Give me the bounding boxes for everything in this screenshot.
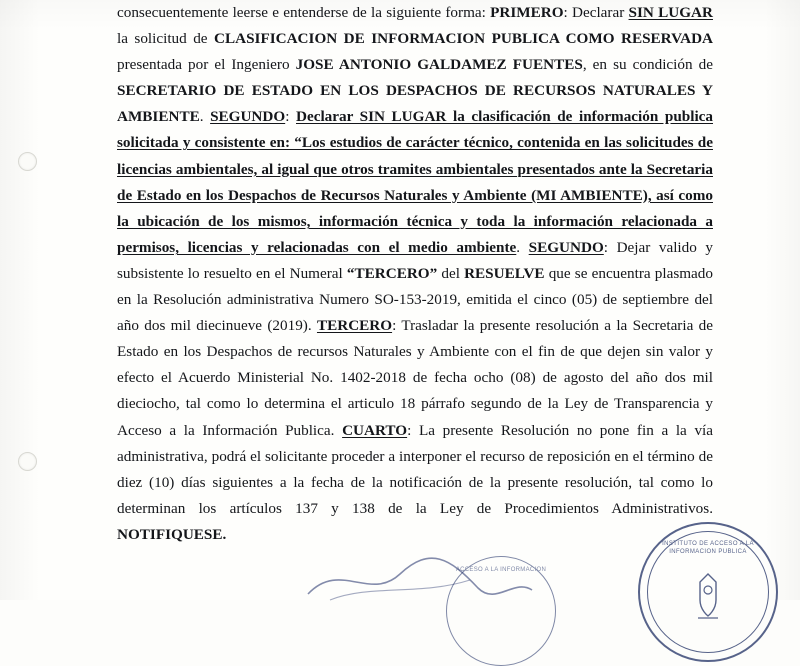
text-run-15: SEGUNDO <box>528 238 604 256</box>
resolution-paragraph <box>117 0 713 548</box>
text-run-5: CLASIFICACION DE INFORMACION PUBLICA COMO RESERVADA <box>214 30 714 48</box>
text-run-0: consecuentemente leerse e entenderse de la siguiente forma: <box>117 4 491 21</box>
text-run-3: SIN LUGAR <box>628 4 713 21</box>
text-run-1: PRIMERO <box>490 4 564 21</box>
text-run-12: : <box>285 108 296 126</box>
text-run-24: : La presente Resolución no pone fin a la vía administrativa, podrá el solicitante proceder a interponer el recurso de reposición en el término de diez (10) días siguientes a la fecha de la notificación de la presente resolución, tal como lo determinan los artículos 137 y 138 de la Ley de Procedimientos Administrativos. <box>117 421 714 517</box>
text-run-23: CUARTO <box>342 421 408 439</box>
text-run-7: JOSE ANTONIO GALDAMEZ FUENTES <box>295 56 583 74</box>
text-run-11: SEGUNDO <box>210 108 286 126</box>
text-run-22: : Trasladar la presente resolución a la Secretaria de Estado en los Despachos de recursos Naturales y Ambiente con el fin de que dejen sin valor y efecto el Acuerdo Ministerial No. 1402-2018 de fecha ocho (08) de agosto del año dos mil dieciocho, tal como lo determina el articulo 18 párrafo segundo de la Ley de Transparencia y Acceso a la Información Publica. <box>117 317 713 439</box>
text-run-4: la solicitud de <box>117 30 215 48</box>
official-seal-stamp <box>638 522 778 662</box>
text-run-6: presentada por el Ingeniero <box>117 56 296 74</box>
text-run-9: SECRETARIO DE ESTADO EN LOS DESPACHOS DE RECURSOS NATURALES Y AMBIENTE <box>117 82 713 126</box>
document-text-body <box>117 0 713 548</box>
hole-punch-icon <box>18 152 37 171</box>
text-run-10: . <box>199 108 211 126</box>
text-run-19: RESUELVE <box>464 264 545 282</box>
text-run-25: NOTIFIQUESE. <box>117 525 227 543</box>
text-run-17: “TERCERO” <box>346 264 438 282</box>
text-run-2: : Declarar <box>563 4 629 21</box>
secondary-seal-text: ACCESO A LA INFORMACION <box>455 567 547 573</box>
text-run-16: : Dejar valido y subsistente lo resuelto en el Numeral <box>117 238 713 282</box>
text-run-14: . <box>516 238 529 256</box>
text-run-20: que se encuentra plasmado en la Resolución administrativa Numero SO-153-2019, emitida el cinco (05) de septiembre del año dos mil diecinueve (2019). <box>117 264 713 335</box>
text-run-21: TERCERO <box>316 317 393 335</box>
text-run-13: Declarar SIN LUGAR la clasificación de información publica solicitada y consistente en: “Los estudios de carácter técnico, contenida en las solicitudes de licencias ambientales, al igual que otros tramites ambientales presentados ante la Secretaria de Estado en los Despachos de Recursos Naturales y Ambiente (MI AMBIENTE), así como la ubicación de los mismos, información técnica y toda la información relacionada a permisos, licencias y relacionadas con el medio ambiente <box>117 108 713 256</box>
signature-mark <box>300 550 540 610</box>
text-run-18: del <box>437 264 465 282</box>
text-run-8: , en su condición de <box>582 56 713 74</box>
seal-emblem-icon <box>686 570 730 622</box>
hole-punch-icon <box>18 452 37 471</box>
official-seal-text: INSTITUTO DE ACCESO A LA INFORMACION PUBLICA <box>662 541 754 555</box>
